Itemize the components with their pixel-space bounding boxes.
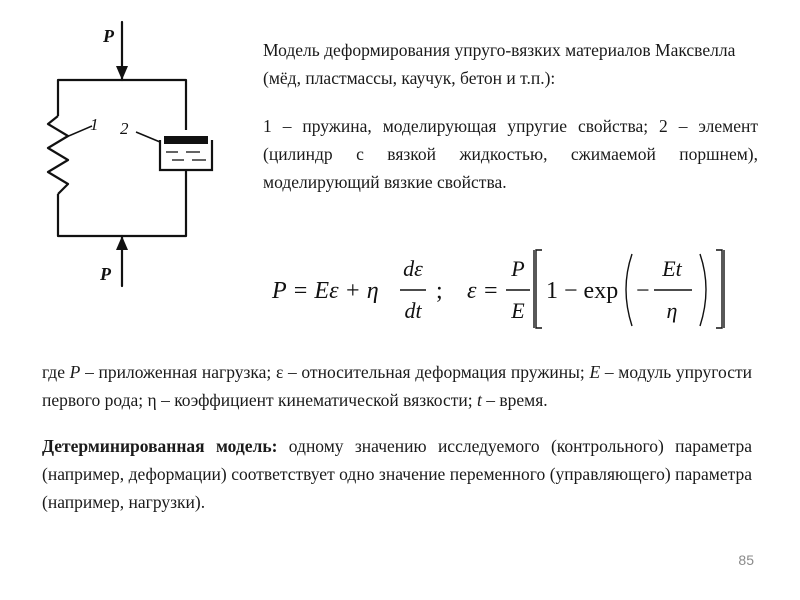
fraction-2-numerator: P [511, 256, 525, 281]
formula-part-1: P = Eε + η [272, 278, 379, 304]
model-title: Модель деформирования упруго-вязких материалов Максвелла (мёд, пластмассы, каучук, бетон и т.п.): [263, 40, 736, 88]
page-number: 85 [738, 552, 754, 568]
right-paren [700, 254, 706, 326]
bottom-arrow-head [116, 236, 128, 250]
legend-text-2: – приложенная нагрузка; ε – относительная деформация пружины; [80, 362, 590, 382]
model-description: 1 – пружина, моделирующая упругие свойства; 2 – элемент (цилиндр с вязкой жидкостью, сжимаемой поршнем), моделирующий вязкие свойства. [263, 116, 758, 192]
right-bracket [716, 250, 722, 328]
fraction-3-denominator: η [666, 298, 678, 323]
damper [136, 130, 212, 170]
bottom-load-label: P [100, 264, 111, 284]
top-load-label: P [103, 26, 114, 46]
left-bracket [536, 250, 542, 328]
inner-minus: − [636, 278, 650, 304]
formula-separator: ; [436, 278, 443, 304]
deterministic-model-definition [42, 432, 752, 516]
fraction-1-numerator: dε [403, 256, 423, 281]
top-arrow-head [116, 66, 128, 80]
left-paren [626, 254, 632, 326]
intro-block [263, 36, 758, 196]
legend-symbol-e: E [589, 362, 601, 382]
legend-text-4: – время. [481, 390, 548, 410]
formula-part-2: ε = [467, 278, 499, 304]
legend-symbol-t: t [476, 390, 482, 410]
legend-text-1: где [42, 362, 70, 382]
deterministic-model-text: одному значению исследуемого (контрольного) параметра (например, деформации) соответствует одно значение переменного (управляющего) параметра (например, нагрузки). [42, 436, 753, 512]
bracket-inner: 1 − exp [546, 278, 619, 304]
maxwell-formula [260, 240, 740, 340]
damper-label: 2 [120, 119, 129, 138]
fraction-1-denominator: dt [404, 298, 422, 323]
maxwell-model-diagram [0, 0, 260, 300]
fraction-2-denominator: E [511, 298, 525, 323]
spring-label: 1 [90, 115, 99, 134]
fraction-3-numerator: Et [662, 256, 682, 281]
deterministic-model-term: Детерминированная модель: [42, 436, 278, 456]
spring [48, 116, 92, 194]
legend-symbol-p: P [69, 362, 81, 382]
lower-block [42, 358, 752, 516]
legend-text-3: – модуль упругости первого рода; η – коэффициент кинематической вязкости; [42, 362, 752, 410]
symbols-legend [42, 358, 752, 414]
